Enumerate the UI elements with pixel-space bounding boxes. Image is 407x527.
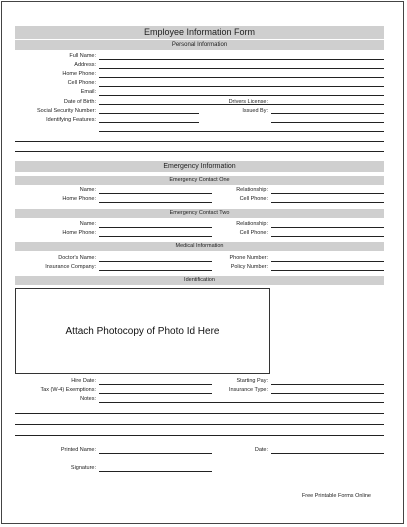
section-identification: Identification — [15, 276, 384, 285]
field-notes-3[interactable] — [15, 424, 384, 425]
label-printed-name: Printed Name: — [60, 447, 96, 453]
field-contact-two-relationship[interactable] — [271, 227, 384, 228]
field-ssn[interactable] — [99, 122, 199, 123]
label-insurance-company: Insurance Company: — [45, 264, 96, 270]
label-doctors-name: Doctor's Name: — [58, 255, 96, 261]
field-home-phone[interactable] — [99, 86, 384, 87]
field-address-2[interactable] — [99, 77, 384, 78]
label-cell-phone: Cell Phone: — [67, 80, 96, 86]
label-insurance-type: Insurance Type: — [228, 387, 268, 393]
label-contact-one-home-phone: Home Phone: — [62, 196, 96, 202]
label-identifying-features: Identifying Features: — [46, 117, 96, 123]
field-identifying-features-3[interactable] — [15, 151, 384, 152]
field-contact-one-cell-phone[interactable] — [271, 202, 384, 203]
field-contact-one-home-phone[interactable] — [99, 202, 212, 203]
field-notes-2[interactable] — [15, 413, 384, 414]
field-doctors-name[interactable] — [99, 261, 212, 262]
field-signature[interactable] — [99, 471, 212, 472]
footer-credit: Free Printable Forms Online — [301, 493, 371, 499]
label-drivers-license: Drivers License: — [228, 99, 268, 105]
field-printed-name[interactable] — [99, 453, 212, 454]
field-insurance-type[interactable] — [271, 393, 384, 394]
field-notes-1[interactable] — [99, 402, 384, 403]
field-address-1[interactable] — [99, 68, 384, 69]
label-contact-two-home-phone: Home Phone: — [62, 230, 96, 236]
section-contact-one: Emergency Contact One — [15, 176, 384, 185]
label-policy-number: Policy Number: — [230, 264, 268, 270]
label-contact-two-cell-phone: Cell Phone: — [239, 230, 268, 236]
label-contact-two-name: Name: — [79, 221, 96, 227]
section-contact-two: Emergency Contact Two — [15, 209, 384, 218]
field-contact-one-relationship[interactable] — [271, 193, 384, 194]
field-full-name[interactable] — [99, 59, 384, 60]
photo-id-box[interactable] — [15, 288, 270, 374]
field-contact-two-name[interactable] — [99, 227, 212, 228]
label-contact-one-name: Name: — [79, 187, 96, 193]
label-home-phone: Home Phone: — [62, 71, 96, 77]
label-contact-one-relationship: Relationship: — [236, 187, 268, 193]
label-email: Email: — [80, 89, 96, 95]
label-hire-date: Hire Date: — [71, 378, 96, 384]
field-contact-one-name[interactable] — [99, 193, 212, 194]
label-date-of-birth: Date of Birth: — [63, 99, 96, 105]
field-contact-two-home-phone[interactable] — [99, 236, 212, 237]
field-phone-number[interactable] — [271, 261, 384, 262]
field-tax-exemptions[interactable] — [99, 393, 212, 394]
photo-placeholder-text: Attach Photocopy of Photo Id Here — [65, 325, 220, 337]
label-tax-exemptions: Tax (W-4) Exemptions: — [40, 387, 96, 393]
field-policy-number[interactable] — [271, 270, 384, 271]
field-date-of-birth[interactable] — [99, 113, 199, 114]
label-starting-pay: Starting Pay: — [236, 378, 268, 384]
label-date: Date: — [254, 447, 268, 453]
field-hire-date[interactable] — [99, 384, 212, 385]
field-date[interactable] — [271, 453, 384, 454]
label-contact-two-relationship: Relationship: — [236, 221, 268, 227]
section-emergency: Emergency Information — [15, 161, 384, 172]
field-starting-pay[interactable] — [271, 384, 384, 385]
label-contact-one-cell-phone: Cell Phone: — [239, 196, 268, 202]
field-cell-phone[interactable] — [99, 95, 384, 96]
section-medical: Medical Information — [15, 242, 384, 251]
field-issued-by[interactable] — [271, 122, 384, 123]
form-title: Employee Information Form — [15, 26, 384, 39]
label-issued-by: Issued By: — [242, 108, 268, 114]
label-ssn: Social Security Number: — [37, 108, 96, 114]
field-contact-two-cell-phone[interactable] — [271, 236, 384, 237]
label-address: Address: — [74, 62, 96, 68]
section-personal: Personal Information — [15, 40, 384, 50]
label-phone-number: Phone Number: — [229, 255, 268, 261]
label-signature: Signature: — [70, 465, 96, 471]
label-full-name: Full Name: — [69, 53, 96, 59]
field-identifying-features-2[interactable] — [15, 141, 384, 142]
field-identifying-features-1[interactable] — [99, 131, 384, 132]
field-insurance-company[interactable] — [99, 270, 212, 271]
field-notes-4[interactable] — [15, 435, 384, 436]
label-notes: Notes: — [80, 396, 96, 402]
field-drivers-license[interactable] — [271, 113, 384, 114]
